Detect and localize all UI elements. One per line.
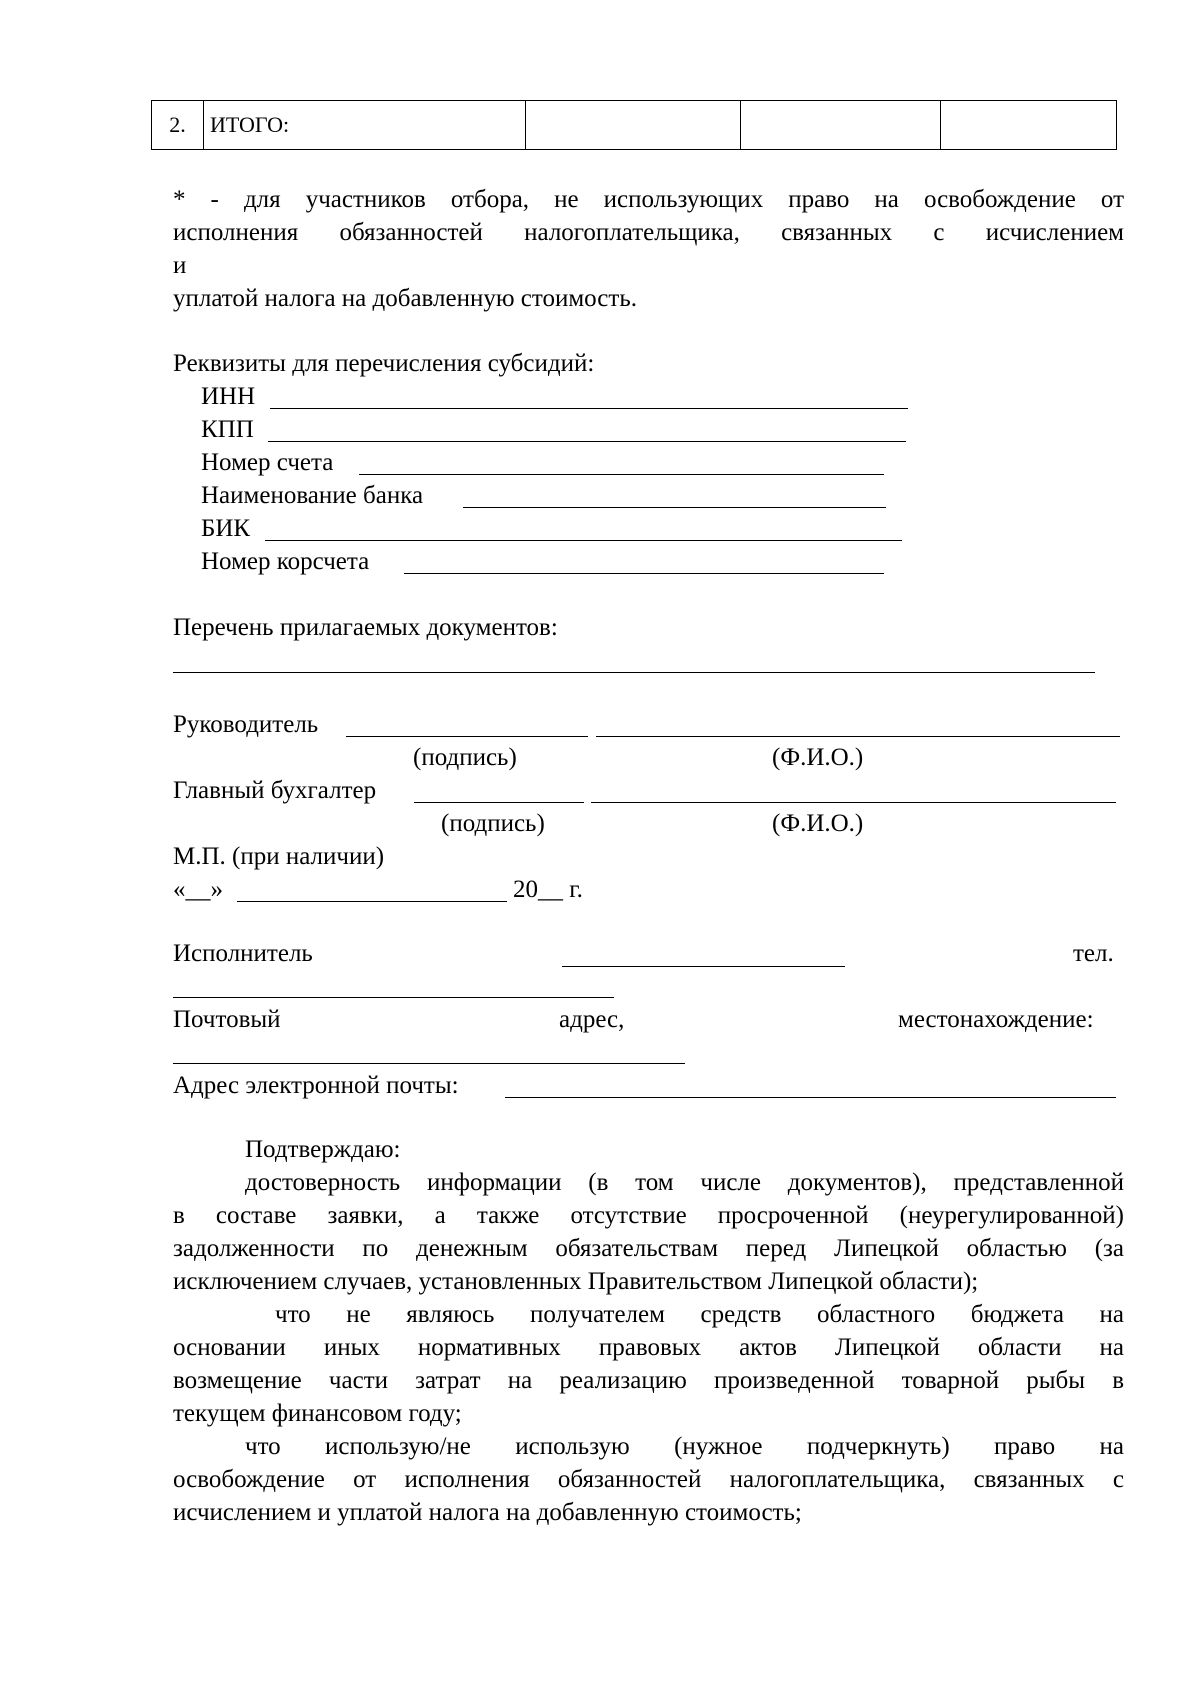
postal-label: Почтовый bbox=[173, 1006, 281, 1033]
footnote-line: * - для участников отбора, не использующих право на освобождение от bbox=[173, 186, 1124, 213]
kpp-label: КПП bbox=[201, 416, 254, 443]
email-field-line bbox=[505, 1097, 1116, 1098]
bik-label: БИК bbox=[201, 515, 251, 542]
accountant-signature-line bbox=[414, 802, 584, 803]
director-label: Руководитель bbox=[173, 711, 319, 738]
documents-heading: Перечень прилагаемых документов: bbox=[173, 614, 558, 641]
email-label: Адрес электронной почты: bbox=[173, 1072, 459, 1099]
confirmation-text: что не являюсь получателем средств областного бюджета на bbox=[275, 1301, 1124, 1328]
confirmation-text: что использую/не использую (нужное подчеркнуть) право на bbox=[245, 1433, 1124, 1460]
bank-label: Наименование банка bbox=[201, 482, 424, 509]
confirmation-text: достоверность информации (в том числе документов), представленной bbox=[245, 1169, 1124, 1196]
corr-account-field-line bbox=[404, 573, 884, 574]
executor-field-line bbox=[562, 966, 845, 967]
inn-label: ИНН bbox=[201, 383, 256, 410]
bik-field-line bbox=[265, 540, 902, 541]
row-number-cell: 2. bbox=[152, 101, 204, 149]
signature-caption: (подпись) bbox=[441, 810, 545, 837]
bank-field-line bbox=[463, 507, 886, 508]
date-year: 20__ г. bbox=[513, 876, 583, 903]
footnote-line: и bbox=[173, 252, 187, 279]
inn-field-line bbox=[270, 408, 908, 409]
signature-caption: (подпись) bbox=[413, 744, 517, 771]
executor-label: Исполнитель bbox=[173, 940, 313, 967]
footnote-line: уплатой налога на добавленную стоимость. bbox=[173, 285, 637, 312]
confirmation-text: задолженности по денежным обязательствам перед Липецкой областью (за bbox=[173, 1235, 1124, 1262]
empty-cell bbox=[741, 101, 941, 149]
date-open: «__» bbox=[173, 876, 223, 903]
confirmation-text: исчислением и уплатой налога на добавленную стоимость; bbox=[173, 1499, 802, 1526]
corr-account-label: Номер корсчета bbox=[201, 548, 370, 575]
footnote-line: исполнения обязанностей налогоплательщика, связанных с исчислением bbox=[173, 219, 1124, 246]
accountant-name-line bbox=[591, 802, 1116, 803]
empty-cell bbox=[526, 101, 741, 149]
confirmation-text: текущем финансовом году; bbox=[173, 1400, 462, 1427]
confirmation-text: освобождение от исполнения обязанностей налогоплательщика, связанных с bbox=[173, 1466, 1124, 1493]
phone-field-line bbox=[173, 997, 614, 998]
totals-table-row bbox=[151, 100, 1117, 150]
row-label-cell: ИТОГО: bbox=[204, 101, 526, 149]
date-month-line bbox=[237, 901, 507, 902]
confirmation-text: исключением случаев, установленных Правительством Липецкой области); bbox=[173, 1268, 979, 1295]
empty-cell bbox=[941, 101, 1116, 149]
phone-label: тел. bbox=[1073, 940, 1114, 967]
chief-accountant-label: Главный бухгалтер bbox=[173, 777, 377, 804]
name-caption: (Ф.И.О.) bbox=[772, 744, 864, 771]
confirmation-heading: Подтверждаю: bbox=[245, 1136, 401, 1163]
postal-label: адрес, bbox=[559, 1006, 625, 1033]
director-name-line bbox=[596, 736, 1120, 737]
location-label: местонахождение: bbox=[898, 1006, 1094, 1033]
director-signature-line bbox=[346, 736, 588, 737]
seal-label: М.П. (при наличии) bbox=[173, 843, 385, 870]
kpp-field-line bbox=[268, 441, 906, 442]
name-caption: (Ф.И.О.) bbox=[772, 810, 864, 837]
requisites-heading: Реквизиты для перечисления субсидий: bbox=[173, 350, 595, 377]
account-label: Номер счета bbox=[201, 449, 334, 476]
documents-field-line bbox=[173, 672, 1095, 673]
address-field-line bbox=[173, 1063, 685, 1064]
account-field-line bbox=[359, 474, 884, 475]
confirmation-text: основании иных нормативных правовых актов Липецкой области на bbox=[173, 1334, 1124, 1361]
confirmation-text: в составе заявки, а также отсутствие просроченной (неурегулированной) bbox=[173, 1202, 1124, 1229]
confirmation-text: возмещение части затрат на реализацию произведенной товарной рыбы в bbox=[173, 1367, 1124, 1394]
